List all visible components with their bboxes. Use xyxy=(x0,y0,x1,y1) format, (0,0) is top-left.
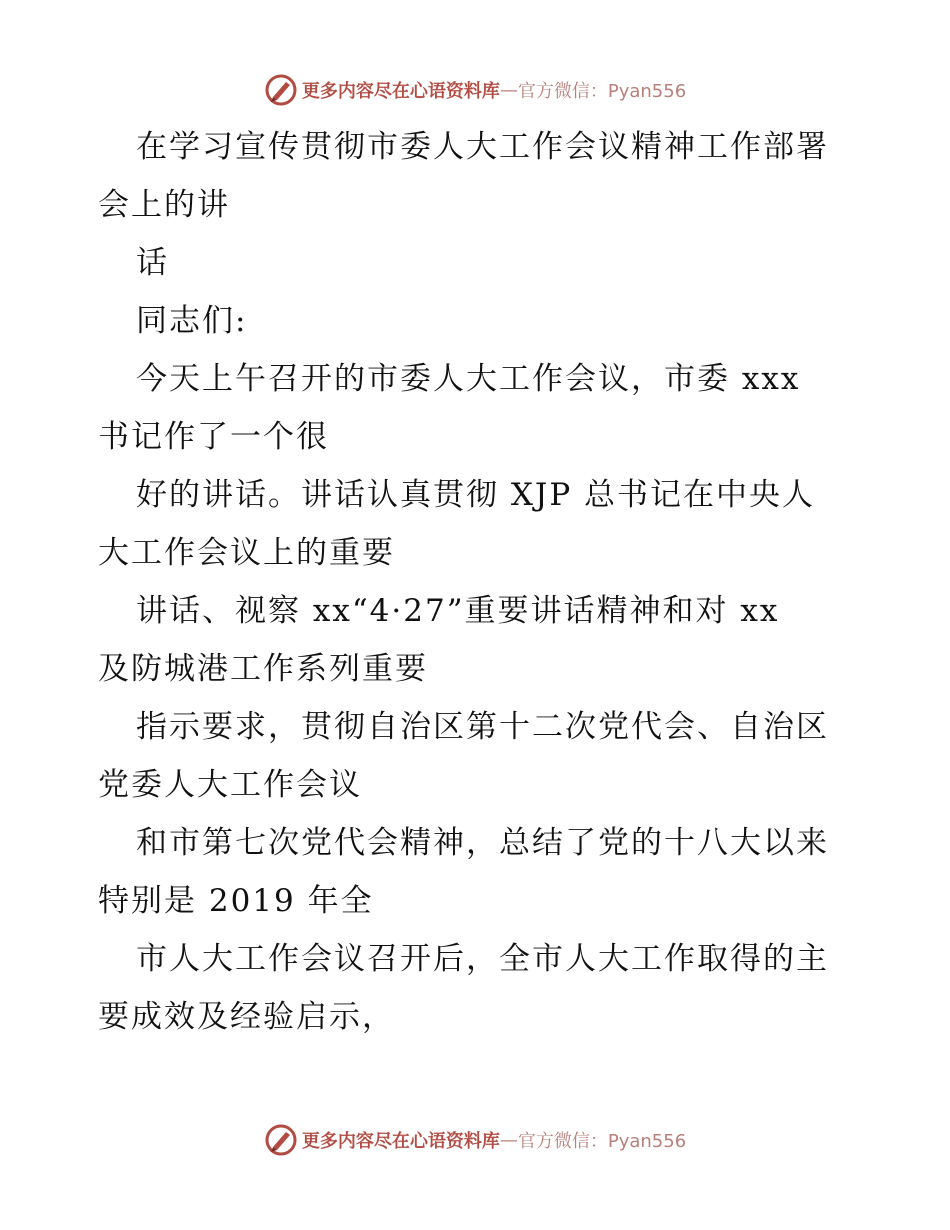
watermark-main-text: 更多内容尽在心语资料库 xyxy=(301,81,500,102)
header-watermark xyxy=(0,70,950,110)
watermark-separator: — xyxy=(499,79,518,101)
doc-line: 及防城港工作系列重要 xyxy=(98,651,428,687)
pen-logo-icon xyxy=(264,1123,298,1157)
watermark-separator: — xyxy=(499,1129,518,1151)
watermark-tail-text: 官方微信：Pyan556 xyxy=(517,1131,687,1152)
watermark-main-text: 更多内容尽在心语资料库 xyxy=(301,1131,500,1152)
doc-line: 今天上午召开的市委人大工作会议，市委 xxx xyxy=(136,361,801,397)
pen-logo-icon xyxy=(264,73,298,107)
document-body xyxy=(98,118,858,1046)
doc-line: 特别是 2019 年全 xyxy=(98,883,374,919)
watermark-tail-text: 官方微信：Pyan556 xyxy=(517,81,687,102)
doc-line: 大工作会议上的重要 xyxy=(98,535,395,571)
doc-line: 党委人大工作会议 xyxy=(98,767,362,803)
doc-line: 好的讲话。讲话认真贯彻 XJP 总书记在中央人 xyxy=(136,477,816,513)
doc-line: 在学习宣传贯彻市委人大工作会议精神工作部署 xyxy=(136,129,829,165)
doc-line: 会上的讲 xyxy=(98,187,230,223)
doc-line: 要成效及经验启示， xyxy=(98,999,395,1035)
doc-line: 话 xyxy=(136,245,169,281)
doc-line: 市人大工作会议召开后，全市人大工作取得的主 xyxy=(136,941,829,977)
footer-watermark xyxy=(0,1120,950,1160)
doc-line: 和市第七次党代会精神，总结了党的十八大以来 xyxy=(136,825,829,861)
doc-line: 书记作了一个很 xyxy=(98,419,329,455)
doc-line: 同志们: xyxy=(136,303,248,339)
doc-line: 讲话、视察 xx“4·27”重要讲话精神和对 xx xyxy=(136,593,780,629)
doc-line: 指示要求，贯彻自治区第十二次党代会、自治区 xyxy=(136,709,829,745)
